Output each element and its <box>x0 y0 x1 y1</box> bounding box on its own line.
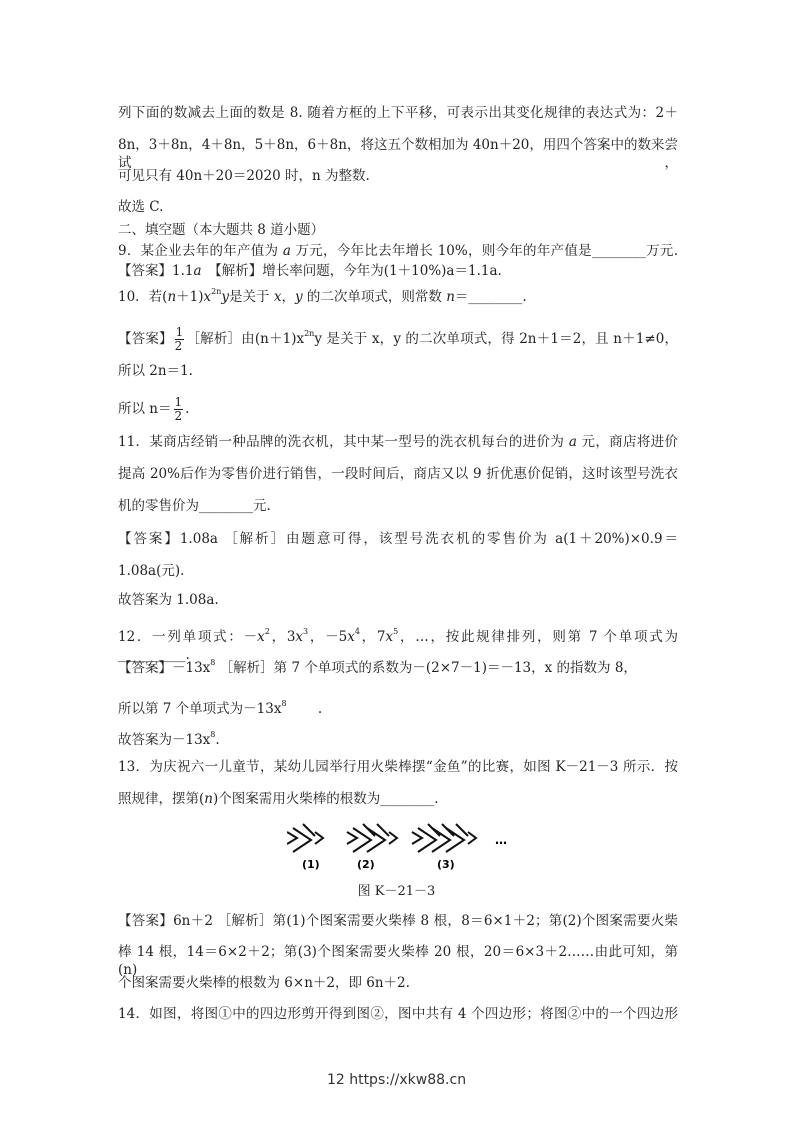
text-line <box>118 974 678 992</box>
matchstick <box>456 824 468 836</box>
superscript: 3 <box>303 627 309 636</box>
text-segment: 所以 n＝ <box>118 401 172 417</box>
math-variable: y <box>221 289 230 305</box>
text-segment: 可见只有 40n＋20＝2020 时，n 为整数. <box>118 168 370 184</box>
text-line <box>118 943 678 978</box>
text-segment: 10．若( <box>118 289 168 305</box>
text-segment: ， <box>281 289 295 305</box>
fraction <box>175 326 185 353</box>
text-segment: 8n，3＋8n，4＋8n，5＋8n，6＋8n，将这五个数相加为 40n＋20，用四个答案中的数来尝试， <box>118 137 678 171</box>
text-segment: 故选 C. <box>118 199 164 215</box>
text-segment: 11．某商店经销一种品牌的洗衣机，其中某一型号的洗衣机每台的进价为 <box>118 434 569 450</box>
math-variable: a <box>193 263 202 279</box>
text-segment: ＝________. <box>454 289 527 305</box>
text-segment: ，…，按此规律排列，则第 7 个单项式为__________. <box>118 629 679 663</box>
text-segment: . <box>185 401 190 417</box>
matchstick <box>303 824 315 836</box>
text-segment: ［解析］第 7 个单项式的系数为－(2×7－1)＝－13，x 的指数为 8， <box>215 660 637 676</box>
text-segment: 【解析】增长率问题，今年为(1＋10%)a＝1.1a. <box>201 263 502 279</box>
superscript: 8 <box>210 730 216 739</box>
text-line <box>118 912 678 930</box>
text-segment: ［解析］由(n＋1)x <box>186 331 305 347</box>
page-footer: 12 https://xkw88.cn <box>326 1072 467 1088</box>
text-line <box>118 433 678 451</box>
denominator: 2 <box>174 409 183 423</box>
head-chevron <box>389 832 397 844</box>
text-segment: 机的零售价为________元. <box>118 498 271 514</box>
text-line <box>118 726 678 749</box>
numerator: 1 <box>175 325 184 339</box>
text-line <box>118 167 678 185</box>
text-segment: 个图案需要火柴棒的根数为 6×n＋2，即 6n＋2. <box>118 975 410 991</box>
text-segment: 棒 14 根，14＝6×2＋2；第(3)个图案需要火柴棒 20 根，20＝6×3＋2……由此可知，第(n) <box>118 944 678 978</box>
tail-chevron <box>412 832 422 844</box>
superscript: 8 <box>210 658 216 667</box>
text-segment: 的二次单项式，则常数 <box>302 289 447 305</box>
text-segment: ＋1) <box>176 289 204 305</box>
denominator: 2 <box>174 339 183 353</box>
text-segment: 所以 2n＝1. <box>118 363 193 379</box>
text-line <box>118 654 678 677</box>
text-line <box>118 695 678 718</box>
text-line <box>118 396 678 423</box>
tail-chevron <box>287 832 297 844</box>
text-segment: y 是关于 x，y 的二次单项式，得 2n＋1＝2，且 n＋1≠0， <box>314 331 678 347</box>
text-segment: 9．某企业去年的年产值为 <box>118 243 283 259</box>
text-segment: ，7 <box>359 629 386 645</box>
text-line <box>118 758 678 776</box>
text-segment: ，－5 <box>308 629 348 645</box>
text-segment: 故答案为－13x <box>118 732 211 748</box>
math-variable: x <box>385 629 394 645</box>
text-segment: 13．为庆祝六一儿童节，某幼儿园举行用火柴棒摆“金鱼”的比赛，如图 K－21－3 所示．按 <box>118 759 678 775</box>
figure-label-3: (3) <box>437 858 455 871</box>
text-line <box>118 325 678 353</box>
text-line <box>118 591 678 609</box>
math-variable: x <box>295 629 304 645</box>
text-line <box>118 198 678 216</box>
math-variable: n <box>204 791 213 807</box>
text-segment: 所以第 7 个单项式为－13x <box>118 701 282 717</box>
math-variable: x <box>273 289 282 305</box>
text-segment: . <box>286 701 323 717</box>
math-variable: x <box>203 289 212 305</box>
text-segment: 是关于 <box>229 289 274 305</box>
text-line <box>118 283 678 306</box>
text-segment: 【答案】 <box>118 331 173 347</box>
body-chevron <box>418 828 436 852</box>
text-segment: 【答案】1.08a ［解析］由题意可得，该型号洗衣机的零售价为 a(1＋20%)×0.9＝ <box>118 531 678 547</box>
numerator: 1 <box>174 395 183 409</box>
text-segment: 1.08a(元). <box>118 563 185 579</box>
text-line <box>118 362 678 380</box>
math-variable: n <box>167 289 177 305</box>
text-segment: 提高 20%后作为零售价进行销售，一段时间后，商店又以 9 折优惠价促销，这时该型号洗衣 <box>118 466 678 482</box>
figure-label-2: (2) <box>357 858 375 871</box>
body-chevron <box>353 828 371 852</box>
math-variable: x <box>257 629 265 645</box>
superscript: 5 <box>393 627 399 636</box>
superscript: 2 <box>264 627 270 636</box>
text-segment: 14．如图，将图①中的四边形剪开得到图②，图中共有 4 个四边形；将图②中的一个四边形 <box>118 1006 678 1022</box>
text-line <box>118 262 678 280</box>
text-segment: 二、填空题（本大题共 8 道小题） <box>118 222 325 238</box>
superscript: 4 <box>354 627 360 636</box>
math-variable: n <box>446 289 455 305</box>
text-segment: ，3 <box>269 629 296 645</box>
text-line <box>118 465 678 483</box>
head-chevron <box>468 832 476 844</box>
text-line <box>118 1005 678 1023</box>
body-chevron <box>293 828 311 852</box>
figure-caption: 图 K－21－3 <box>357 884 436 899</box>
superscript: 2n <box>304 329 315 338</box>
text-line <box>118 221 678 239</box>
text-line <box>118 530 678 548</box>
tail-chevron <box>347 832 357 844</box>
text-segment: 照规律，摆第( <box>118 791 205 807</box>
head-chevron <box>315 832 323 844</box>
text-segment: 万元，今年比去年增长 10%，则今年的年产值是________万元. <box>290 243 678 259</box>
text-segment: )个图案需用火柴棒的根数为________. <box>212 791 439 807</box>
text-line <box>118 104 678 122</box>
figure-label-1: (1) <box>302 858 320 871</box>
text-segment: 【答案】1.1 <box>118 263 194 279</box>
text-segment: 【答案】－13x <box>118 660 211 676</box>
superscript: 8 <box>281 699 287 708</box>
text-segment: 元，商店将进价 <box>576 434 679 450</box>
matchstick-fish-figure <box>287 822 517 872</box>
math-variable: a <box>568 434 577 450</box>
math-variable: x <box>347 629 355 645</box>
text-segment: 【答案】6n＋2 ［解析］第(1)个图案需要火柴棒 8 根，8＝6×1＋2；第(2)个图案需要火柴 <box>118 913 678 929</box>
text-segment: 故答案为 1.08a. <box>118 592 219 608</box>
text-segment: 列下面的数减去上面的数是 8. 随着方框的上下平移，可表示出其变化规律的表达式为：2＋ <box>118 105 678 121</box>
math-variable: y <box>294 289 303 305</box>
text-line <box>118 562 678 580</box>
text-line <box>118 623 679 663</box>
superscript: 2n <box>211 287 222 296</box>
text-line <box>118 136 678 171</box>
text-line <box>118 242 678 260</box>
text-segment: . <box>215 732 220 748</box>
math-variable: a <box>282 243 291 259</box>
fraction <box>174 396 184 423</box>
text-segment: 12．一列单项式：－ <box>118 629 258 645</box>
matchstick <box>377 824 389 836</box>
text-line <box>118 497 678 515</box>
text-line <box>118 790 678 808</box>
figure-ellipsis: … <box>495 833 507 847</box>
